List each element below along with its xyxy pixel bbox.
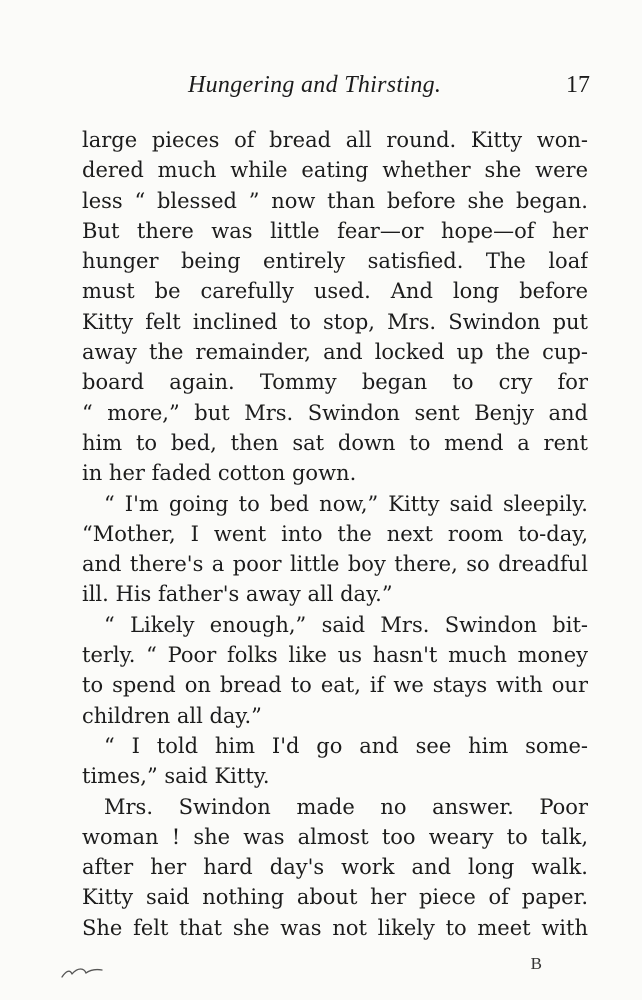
text-line: times,” said Kitty.: [82, 764, 270, 789]
text-line: But there was little fear—or hope—of her: [82, 218, 588, 243]
text-line: “ I told him I'd go and see him some-: [104, 733, 588, 758]
text-line: must be carefully used. And long before: [82, 279, 588, 304]
text-line: hunger being entirely satisfied. The loaf: [82, 249, 588, 274]
body-text: [82, 125, 588, 943]
text-line: children all day.”: [82, 703, 262, 728]
text-line: terly. “ Poor folks like us hasn't much money: [82, 643, 588, 668]
text-line: “ Likely enough,” said Mrs. Swindon bit-: [104, 612, 588, 637]
running-head: [60, 72, 590, 106]
page-footer: [0, 950, 642, 990]
text-line: “Mother, I went into the next room to-day,: [82, 521, 588, 546]
text-line: “ I'm going to bed now,” Kitty said sleepily.: [104, 491, 588, 516]
text-line: in her faded cotton gown.: [82, 461, 357, 486]
text-line: woman ! she was almost too weary to talk,: [82, 824, 588, 849]
text-line: dered much while eating whether she were: [82, 158, 588, 183]
text-line: Mrs. Swindon made no answer. Poor: [104, 794, 588, 819]
running-title: Hungering and Thirsting.: [188, 72, 442, 98]
text-line: Kitty said nothing about her piece of paper.: [82, 885, 588, 910]
text-line: to spend on bread to eat, if we stays with our: [82, 673, 588, 698]
text-line: large pieces of bread all round. Kitty won-: [82, 128, 588, 152]
text-line: ill. His father's away all day.”: [82, 582, 393, 607]
text-line: after her hard day's work and long walk.: [82, 855, 588, 880]
page-number: 17: [566, 72, 590, 98]
pencil-mark-icon: [60, 960, 106, 980]
text-line: and there's a poor little boy there, so dreadful: [82, 552, 588, 577]
text-line: Kitty felt inclined to stop, Mrs. Swindon put: [82, 309, 588, 334]
text-line: board again. Tommy began to cry for: [82, 370, 588, 395]
text-line: away the remainder, and locked up the cup-: [82, 340, 588, 365]
text-line: She felt that she was not likely to meet with: [82, 915, 588, 940]
text-line: less “ blessed ” now than before she began.: [82, 188, 588, 213]
signature-mark: B: [530, 954, 542, 973]
text-line: him to bed, then sat down to mend a rent: [82, 430, 588, 455]
text-line: “ more,” but Mrs. Swindon sent Benjy and: [82, 400, 588, 425]
